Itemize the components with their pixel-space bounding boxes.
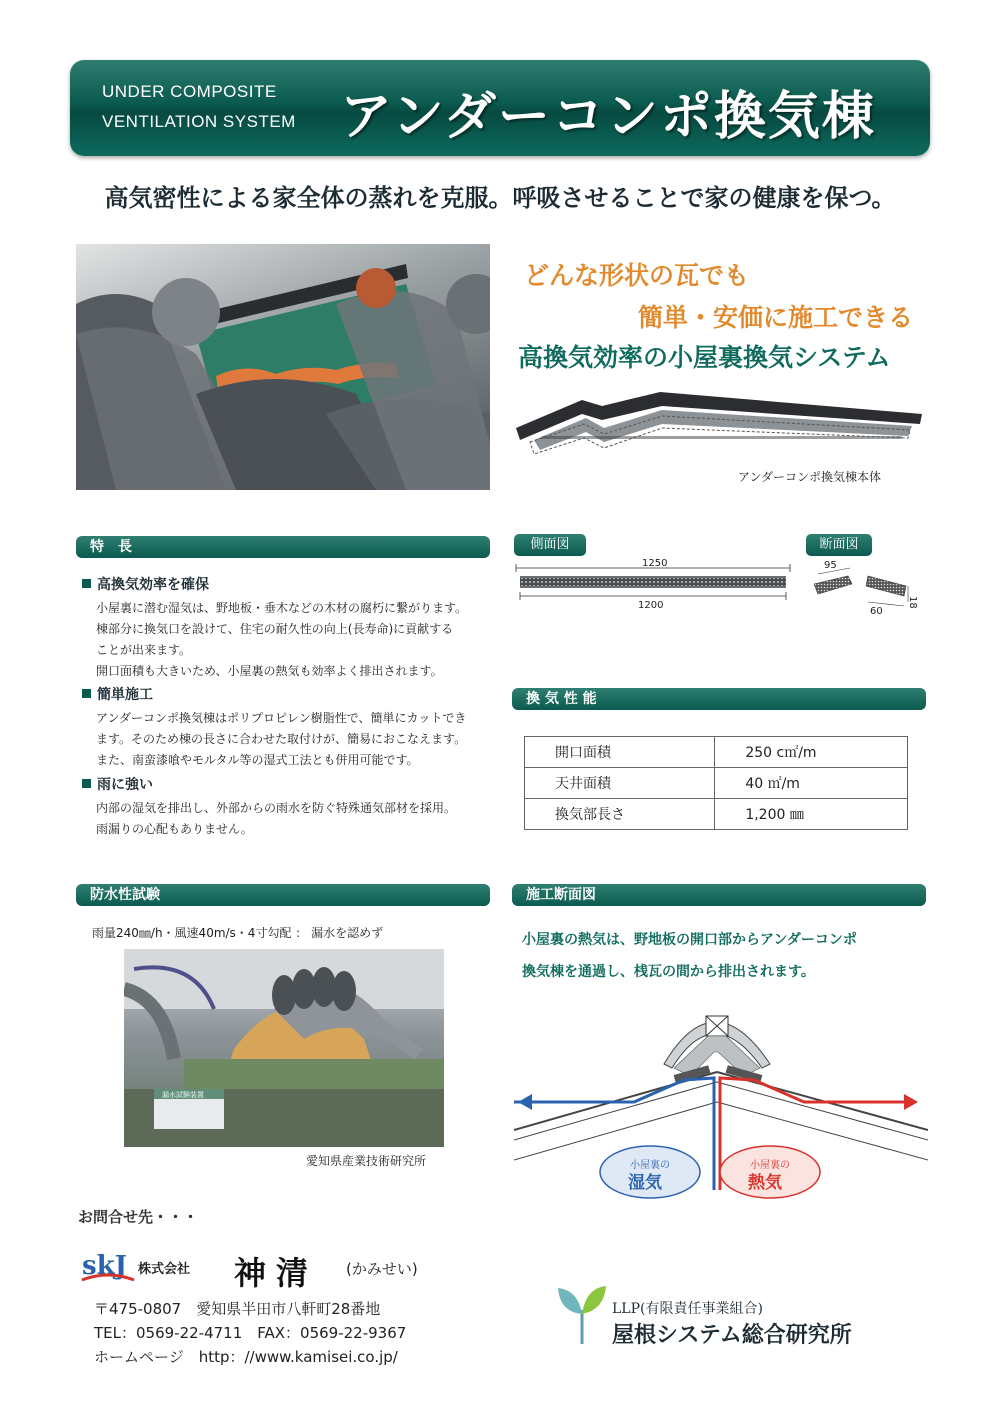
feature-line: 開口面積も大きいため、小屋裏の熱気も効率よく排出されます。 xyxy=(96,664,443,678)
test-plate-title: 漏水試験装置 xyxy=(162,1091,204,1099)
waterproof-test-photo xyxy=(124,949,444,1147)
header-en-line2: VENTILATION SYSTEM xyxy=(102,112,296,131)
llp-name: 屋根システム総合研究所 xyxy=(612,1322,852,1348)
feature-line: アンダーコンポ換気棟はポリプロピレン樹脂性で、簡単にカットでき xyxy=(96,711,467,725)
waterproof-caption: 愛知県産業技術研究所 xyxy=(306,1154,427,1168)
feature-line: 棟部分に換気口を設けて、住宅の耐久性の向上(長寿命)に貢献する xyxy=(96,622,454,636)
company-kana: (かみせい) xyxy=(346,1260,418,1278)
logo-text: skJ xyxy=(82,1251,127,1281)
table-row xyxy=(525,799,908,830)
performance-heading: 換 気 性 能 xyxy=(512,688,926,710)
dim-60: 60 xyxy=(870,606,883,617)
performance-table xyxy=(524,736,908,830)
feature-title-1 xyxy=(82,574,209,594)
page-title: アンダーコンポ換気棟 xyxy=(340,87,876,147)
company-name: 神清 xyxy=(234,1254,319,1292)
section-view-label: 断面図 xyxy=(806,534,872,556)
feature-line: ます。そのため棟の長さに合わせた取付けが、簡易におこなえます。 xyxy=(96,732,467,746)
feature-line: また、南蛮漆喰やモルタル等の湿式工法とも併用可能です。 xyxy=(96,753,419,767)
slogan-line3: 高換気効率の小屋裏換気システム xyxy=(518,343,891,372)
install-text-line: 換気棟を通過し、桟瓦の間から排出されます。 xyxy=(522,964,815,980)
dim-1250: 1250 xyxy=(642,558,668,569)
dim-95: 95 xyxy=(824,560,837,571)
product-illustration xyxy=(512,384,930,464)
feature-body-1 xyxy=(96,598,506,682)
table-row xyxy=(525,768,908,799)
side-view-drawing xyxy=(512,556,802,616)
feature-title-text: 高換気効率を確保 xyxy=(97,577,209,593)
spec-value: 1,200 ㎜ xyxy=(715,799,908,830)
bubble-moisture-big: 湿気 xyxy=(628,1173,662,1193)
install-cross-section-diagram xyxy=(514,990,928,1202)
dim-18: 18 xyxy=(907,596,918,609)
leaf-logo-icon xyxy=(556,1280,608,1346)
waterproof-condition: 雨量240㎜/h・風速40m/s・4寸勾配 ： 漏水を認めず xyxy=(92,926,384,940)
company-prefix: 株式会社 xyxy=(138,1262,191,1277)
feature-title-2 xyxy=(82,684,153,704)
install-description xyxy=(522,924,932,988)
spec-label: 換気部長さ xyxy=(525,799,715,830)
bullet-square-icon xyxy=(82,779,91,788)
bubble-heat-small: 小屋裏の xyxy=(750,1160,790,1171)
slogan-line1: どんな形状の瓦でも xyxy=(524,261,750,290)
bullet-square-icon xyxy=(82,579,91,588)
header-banner xyxy=(70,60,930,156)
section-view-drawing xyxy=(808,556,928,618)
spec-label: 開口面積 xyxy=(525,737,715,768)
spec-label: 天井面積 xyxy=(525,768,715,799)
install-text-line: 小屋裏の熱気は、野地板の開口部からアンダーコンポ xyxy=(522,932,857,948)
feature-body-2 xyxy=(96,708,506,771)
kamisei-logo xyxy=(80,1240,136,1286)
company-homepage[interactable]: ホームページ http：//www.kamisei.co.jp/ xyxy=(94,1348,398,1366)
feature-title-text: 簡単施工 xyxy=(97,687,153,703)
features-heading: 特 長 xyxy=(76,536,490,558)
feature-title-3 xyxy=(82,774,153,794)
table-row xyxy=(525,737,908,768)
llp-label: LLP(有限責任事業組合) xyxy=(612,1301,763,1317)
feature-title-text: 雨に強い xyxy=(97,777,153,793)
feature-body-3 xyxy=(96,798,506,840)
install-heading: 施工断面図 xyxy=(512,884,926,906)
bubble-heat-big: 熱気 xyxy=(748,1173,782,1193)
feature-line: 雨漏りの心配もありません。 xyxy=(96,822,253,836)
company-address: 〒475-0807 愛知県半田市八軒町28番地 xyxy=(94,1300,381,1318)
tagline: 高気密性による家全体の蒸れを克服。呼吸させることで家の健康を保つ。 xyxy=(104,184,896,212)
bullet-square-icon xyxy=(82,689,91,698)
contact-label: お問合せ先・・・ xyxy=(78,1208,199,1226)
dim-1200: 1200 xyxy=(638,600,664,611)
bubble-moisture-small: 小屋裏の xyxy=(630,1160,670,1171)
product-caption: アンダーコンポ換気棟本体 xyxy=(738,470,882,484)
waterproof-heading: 防水性試験 xyxy=(76,884,490,906)
spec-value: 40 ㎡/m xyxy=(715,768,908,799)
feature-line: ことが出来ます。 xyxy=(96,643,192,657)
slogan-line2: 簡単・安価に施工できる xyxy=(638,303,914,332)
feature-line: 内部の湿気を排出し、外部からの雨水を防ぐ特殊通気部材を採用。 xyxy=(96,801,457,815)
feature-line: 小屋裏に潜む湿気は、野地板・垂木などの木材の腐朽に繋がります。 xyxy=(96,601,468,615)
roof-photo xyxy=(76,244,490,490)
side-view-label: 側面図 xyxy=(514,534,586,556)
spec-value: 250 c㎡/m xyxy=(715,737,908,768)
company-tel-fax: TEL：0569-22-4711 FAX：0569-22-9367 xyxy=(94,1324,407,1342)
header-en-line1: UNDER COMPOSITE xyxy=(102,82,277,101)
